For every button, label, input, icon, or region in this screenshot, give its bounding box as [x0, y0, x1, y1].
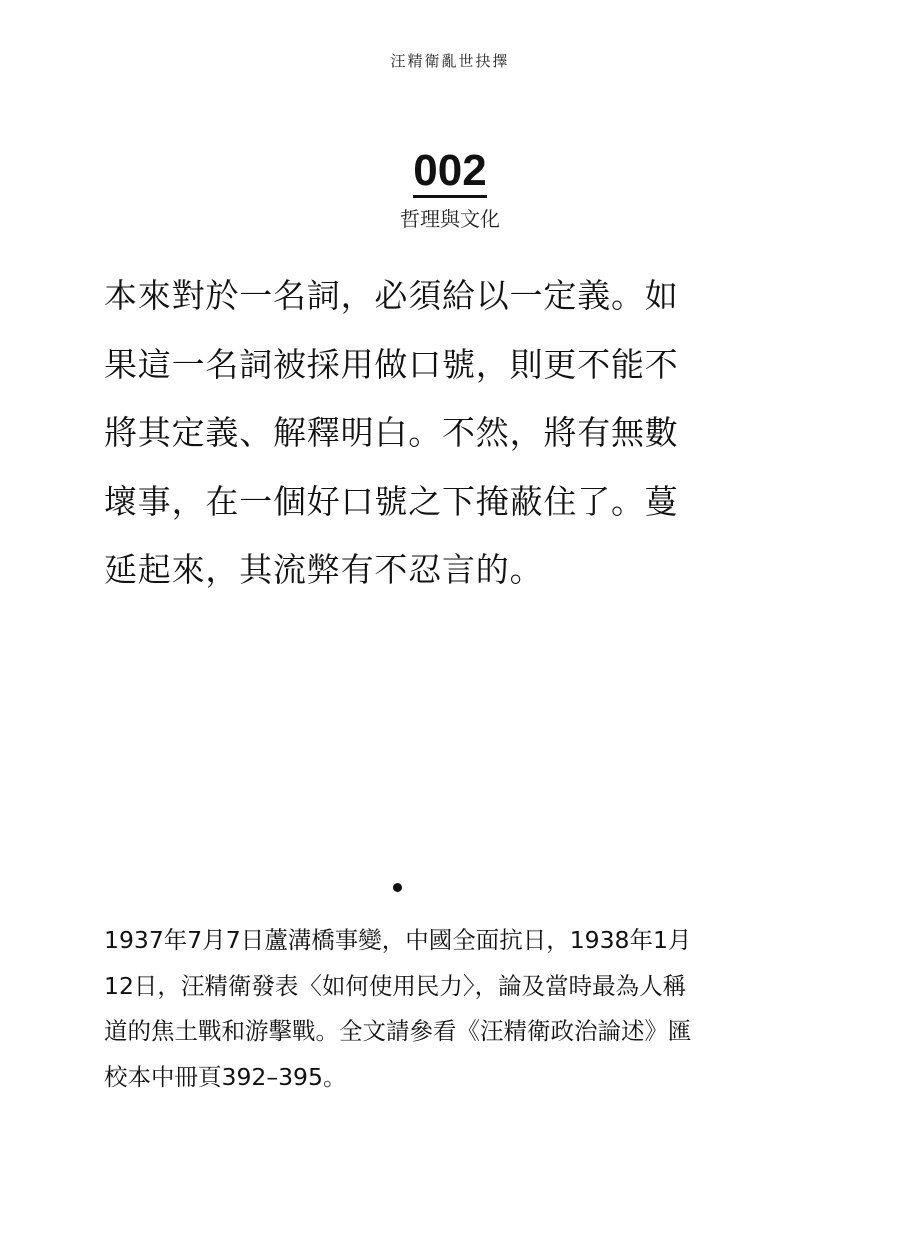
chapter-title: 哲理與文化 [400, 207, 500, 231]
footnote: 1937年7月7日蘆溝橋事變，中國全面抗日，1938年1月12日，汪精衛發表〈如何使用民力〉，論及當時最為人稱道的焦土戰和游擊戰。全文請參看《汪精衛政治論述》匯校本中冊頁392–395。 [104, 926, 692, 1091]
separator-dot [393, 883, 402, 892]
running-header: 汪精衛亂世抉擇 [390, 52, 510, 70]
chapter-number-text: 002 [413, 149, 486, 198]
chapter-number [0, 143, 900, 199]
main-quote: 本來對於一名詞，必須給以一定義。如果這一名詞被採用做口號，則更不能不將其定義、解釋明白。不然，將有無數壞事，在一個好口號之下掩蔽住了。蔓延起來，其流弊有不忍言的。 [104, 276, 679, 589]
